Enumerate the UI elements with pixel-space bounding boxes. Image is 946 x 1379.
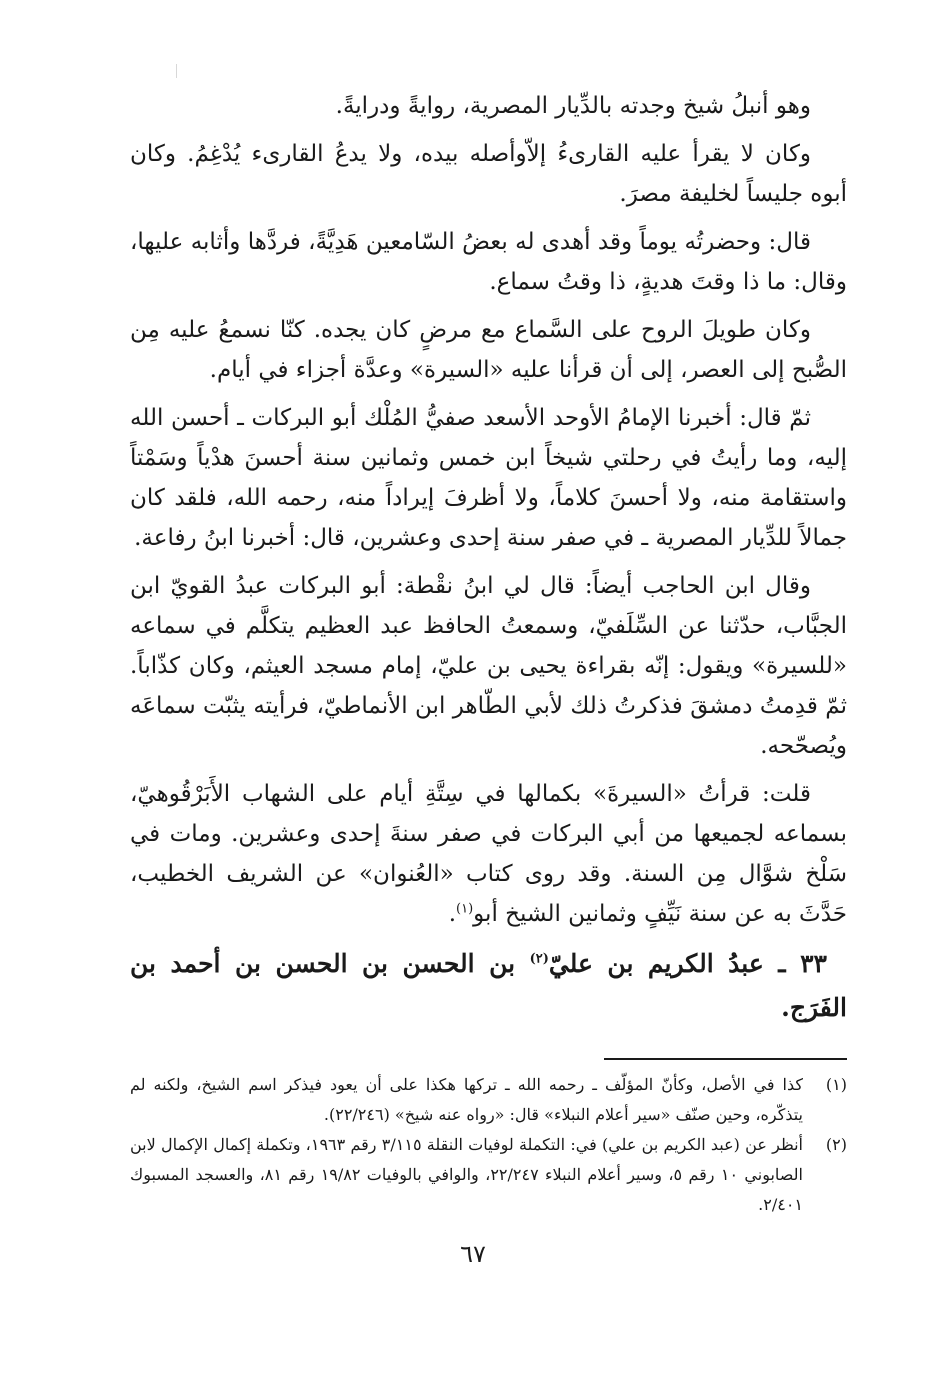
footnote-2 xyxy=(130,1130,847,1220)
paragraph-1: وهو أنبلُ شيخ وجدته بالدِّيار المصرية، روايةً ودرايةً. xyxy=(335,93,811,119)
paragraph-7 xyxy=(130,774,847,934)
entry-heading xyxy=(130,942,847,1030)
main-text xyxy=(130,86,847,1030)
paragraph-6: وقال ابن الحاجب أيضاً: قال لي ابنُ نقْطة: أبو البركات عبدُ القويّ ابن الجبَّاب، حدّثنا عن السِّلَفيّ، وسمعتُ الحافظ عبد العظيم يتكلَّم في سماعه «للسيرة» ويقول: إنّه بقراءة يحيى بن عليّ، إمام مسجد العيثم، وكان كذّاباً. ثمّ قدِمتُ دمشقَ فذكرتُ ذلك لأبي الطّاهر ابن الأنماطيّ، فرأيته يثبّت سماعَه ويُصحّحه. xyxy=(130,573,847,759)
paragraph-7-text: قلت: قرأتُ «السيرةَ» بكمالها في سِتَّةِ أيام على الشهاب الأَبَرْقُوهيّ، بسماعه لجميعها من أبي البركات في صفر سنةَ إحدى وعشرين. ومات في سَلْخ شوَّال مِن السنة. وقد روى كتاب «العُنوان» عن الشريف الخطيب، حَدَّثَ به عن سنة نَيِّفٍ وثمانين الشيخ أبو xyxy=(130,781,847,927)
footnote-ref-1[interactable]: (١) xyxy=(456,901,474,917)
footnote-1-number: (١) xyxy=(825,1075,847,1094)
footnote-1 xyxy=(130,1070,847,1130)
footnote-1-text: كذا في الأصل، وكأنّ المؤلّف ـ رحمه الله ـ تركها هكذا على أن يعود فيذكر اسم الشيخ، ولكنه لم يتذكّره، وحين صنّف «سير أعلام النبلاء» قال: «رواه عنه شيخ» (٢٢/٢٤٦). xyxy=(130,1075,803,1124)
paragraph-2: وكان لا يقرأ عليه القارىءُ إلاّوأصله بيده، ولا يدعُ القارىء يُدْغِمُ. وكان أبوه جليساً لخليفة مصرَ. xyxy=(130,141,847,207)
scan-speck xyxy=(176,64,177,78)
footnote-ref-2[interactable]: (٢) xyxy=(529,951,549,967)
paragraph-3: قال: وحضرتُه يوماً وقد أهدى له بعضُ السّامعين هَدِيَّةً، فردَّها وأثابه عليها، وقال: ما ذا وقتَ هديةٍ، ذا وقتُ سماع. xyxy=(130,229,847,295)
heading-part-2: بن الحسن بن الحسن بن أحمد بن الفَرَج. xyxy=(130,949,847,1022)
page-number: ٦٧ xyxy=(460,1240,486,1268)
heading-part-1: ٣٣ ـ عبدُ الكريم بن عليّ xyxy=(548,949,827,978)
footnote-divider xyxy=(604,1058,847,1060)
paragraph-5: ثمّ قال: أخبرنا الإمامُ الأوحد الأسعد صفيُّ المُلْك أبو البركات ـ أحسن الله إليه، وما رأيتُ في رحلتي شيخاً ابن خمس وثمانين سنة أحسنَ هدْياً وسَمْتاً واستقامة منه، ولا أحسنَ كلاماً، ولا أظرفَ إيراداً منه، رحمه الله، فلقد كان جمالاً للدِّيار المصرية ـ في صفر سنة إحدى وعشرين، قال: أخبرنا ابنُ رفاعة. xyxy=(130,405,847,551)
paragraph-4: وكان طويلَ الروح على السَّماع مع مرضٍ كان يجده. كنّا نسمعُ عليه مِن الصُّبح إلى العصر، إلى أن قرأنا عليه «السيرة» وعدَّة أجزاء في أيام. xyxy=(130,317,847,383)
footnotes xyxy=(130,1070,847,1220)
paragraph-7-end: . xyxy=(448,901,457,927)
footnote-2-number: (٢) xyxy=(825,1135,847,1154)
footnote-2-text: أنظر عن (عبد الكريم بن علي) في: التكملة لوفيات النقلة ٣/١١٥ رقم ١٩٦٣، وتكملة إكمال الإكمال لابن الصابوني ١٠ رقم ٥، وسير أعلام النبلاء ٢٢/٢٤٧، والوافي بالوفيات ١٩/٨٢ رقم ٨١، والعسجد المسبوك ٢/٤٠١. xyxy=(130,1135,803,1214)
